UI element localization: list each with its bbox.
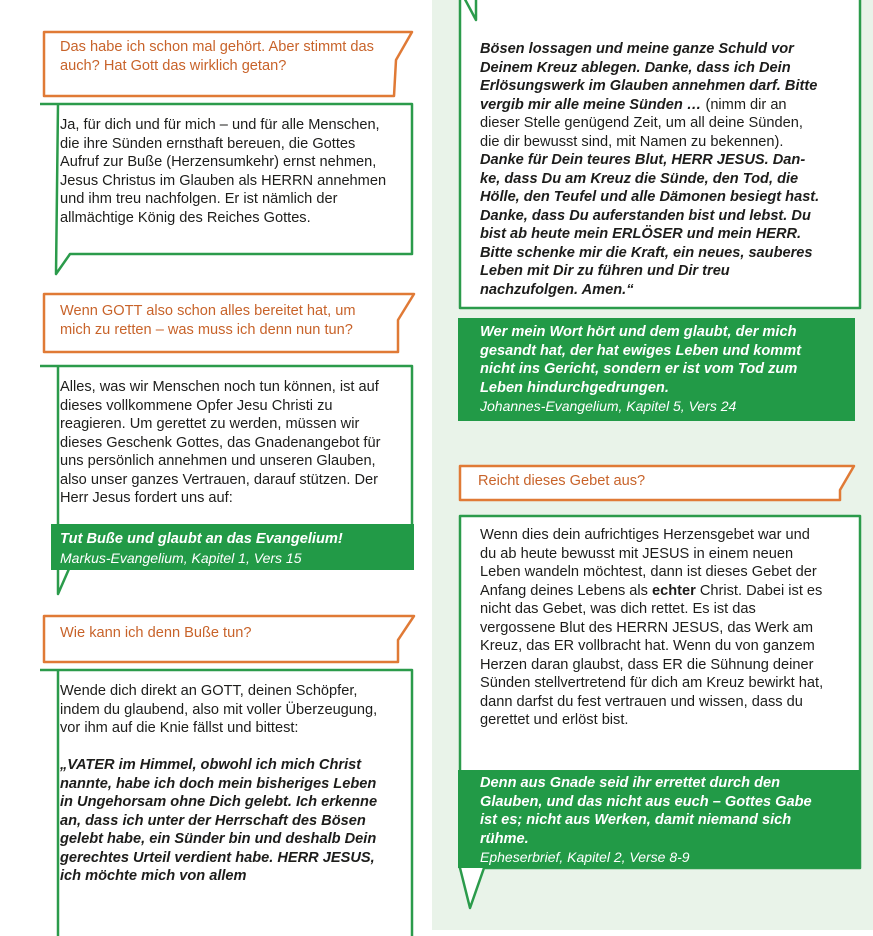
question-bubble-3 <box>40 614 416 666</box>
verse-text: Denn aus Gnade seid ihr errettet durch den Glauben, und das nicht aus euch – Gottes Gabe ist es; nicht aus Werken, damit niemand sich rühme. <box>480 775 812 847</box>
question-text: Wenn GOTT also schon alles bereitet hat, um mich zu retten – was muss ich denn nun tun? <box>60 303 356 338</box>
answer-text: Ja, für dich und für mich – und für alle Menschen, die ihre Sünden ernsthaft bereuen, die Gottes Aufruf zur Buße (Herzensumkehr) ernst nehmen, Jesus Christus im Glauben als HERRN annehmen und ihm treu nachfolgen. Er ist nämlich der allmächtige König des Reiches Gottes. <box>60 117 387 226</box>
prayer-part-1: Bösen lossagen und meine ganze Schuld vor Deinem Kreuz ablegen. Danke, dass ich Dein Erlösungswerk im Glauben annehmen darf. Bitte vergib mir alle meine Sünden … <box>480 41 818 113</box>
prayer-part-3: Danke für Dein teures Blut, HERR JESUS. Danke, dass Du am Kreuz die Sünde, den Tod, die Hölle, den Teufel und alle Dämonen besiegt hast. Danke, dass Du auferstanden bist und lebst. Du bist ab heute mein ERLÖSER und mein HERR. Bitte schenke mir die Kraft, ein neues, sauberes Leben mit Dir zu führen und Dir treu nachzufolgen. Amen.“ <box>480 152 820 298</box>
answer-bubble-3 <box>36 666 416 936</box>
answer-text <box>480 526 826 730</box>
question-bubble-4 <box>456 462 856 502</box>
answer-part-2: Christ. Dabei ist es nicht das Gebet, was dich rettet. Es ist das vergossene Blut des HERRN JESUS, das Werk am Kreuz, das ER vollbracht hat. Wenn du von ganzem Herzen daran glaubst, dass ER die Sühnung deiner Sünden stellvertretend für dich am Kreuz bewirkt hat, dann darfst du fest vertrauen und wissen, dass du gerettet und erlöst bist. <box>480 582 824 728</box>
question-text: Reicht dieses Gebet aus? <box>478 473 646 489</box>
verse-box-1 <box>51 524 414 570</box>
prayer-bubble <box>456 0 864 312</box>
verse-text: Tut Buße und glaubt an das Evangelium! <box>60 531 343 547</box>
verse-box-3 <box>458 770 860 868</box>
prayer-text: „VATER im Himmel, obwohl ich mich Christ nannte, habe ich doch mein bisheriges Leben in Ungehorsam ohne Dich gelebt. Ich erkenne an, dass ich unter der Herrschaft des Bösen gelebt habe, ein Sünder bin und deshalb Dein gerechtes Urteil verdient habe. HERR JESUS, ich möchte mich von allem <box>60 757 378 884</box>
answer-text: Alles, was wir Menschen noch tun können, ist auf dieses vollkommene Opfer Jesu Christi zu reagieren. Um gerettet zu werden, müssen wir dieses Geschenk Gottes, das Gnadenangebot für uns persönlich annehmen und unseren Glauben, also unser ganzes Vertrauen, darauf stützen. Der Herr Jesus fordert uns auf: <box>60 379 381 506</box>
bubble-tail <box>456 858 516 918</box>
verse-reference: Epheserbrief, Kapitel 2, Verse 8-9 <box>480 849 690 865</box>
answer-part-1: Wenn dies dein aufrichtiges Herzensgebet war und du ab heute bewusst mit JESUS in einem neuen Leben wandeln möchtest, dann ist dieses Gebet der Anfang deines Lebens als <box>480 527 817 599</box>
verse-text: Wer mein Wort hört und dem glaubt, der mich gesandt hat, der hat ewiges Leben und kommt nicht ins Gericht, sondern er ist vom Tod zum Leben hindurchgedrungen. <box>480 324 802 396</box>
question-text: Das habe ich schon mal gehört. Aber stimmt das auch? Hat Gott das wirklich getan? <box>60 39 374 74</box>
question-bubble-2 <box>40 292 416 356</box>
prayer-part-2: (nimm dir an dieser Stelle genügend Zeit, um all deine Sünden, die dir bewusst sind, mit Namen zu bekennen). <box>480 96 803 150</box>
prayer-text <box>480 40 820 299</box>
verse-box-2 <box>458 318 855 421</box>
emphasis-word: echter <box>652 582 696 599</box>
verse-reference: Markus-Evangelium, Kapitel 1, Vers 15 <box>60 549 302 566</box>
verse-reference: Johannes-Evangelium, Kapitel 5, Vers 24 <box>480 398 737 414</box>
question-bubble-1 <box>40 30 415 100</box>
answer-text: Wende dich direkt an GOTT, deinen Schöpfer, indem du glaubend, also mit voller Überzeugung, vor ihm auf die Knie fällst und bittest: <box>60 683 378 736</box>
answer-bubble-1 <box>36 100 416 278</box>
question-text: Wie kann ich denn Buße tun? <box>60 625 252 641</box>
